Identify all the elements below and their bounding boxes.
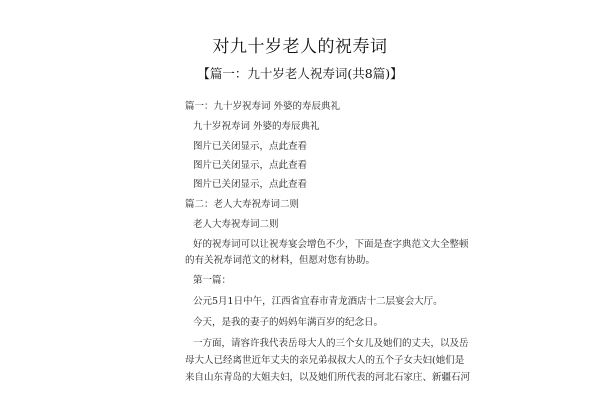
image-placeholder-link[interactable]: 图片已关闭显示，点此查看 [193, 160, 308, 171]
document-title: 对九十岁老人的祝寿词 [212, 37, 388, 57]
document-subtitle: 【篇一：九十岁老人祝寿词(共8篇)】 [197, 66, 403, 81]
paragraph-line: 第一篇： [193, 275, 232, 286]
paragraph-line: 的有关祝寿词范文的材料，但愿对您有协助。 [185, 255, 376, 266]
section-heading-1: 篇一：九十岁祝寿词 外婆的寿辰典礼 [185, 101, 341, 112]
paragraph-line: 老人大寿祝寿词二则 [193, 219, 279, 230]
paragraph-line: 来自山东青岛的大姐夫妇，以及她们所代表的河北石家庄、新疆石河 [185, 372, 471, 383]
image-placeholder-link[interactable]: 图片已关闭显示，点此查看 [193, 141, 308, 152]
paragraph-line: 母大人已经离世近年丈夫的亲兄弟叔叔大人的五个子女夫妇(她们是 [185, 355, 465, 366]
paragraph-line: 公元5月1日中午，江西省宜春市青龙酒店十二层宴会大厅。 [193, 296, 443, 307]
paragraph-line: 好的祝寿词可以让祝寿宴会增色不少，下面是查字典范文大全整顿 [193, 239, 469, 250]
section-heading-2: 篇二：老人大寿祝寿词二则 [185, 199, 300, 210]
paragraph-line: 一方面，请容许我代表岳母大人的三个女儿及她们的丈夫，以及岳 [193, 338, 469, 349]
image-placeholder-link[interactable]: 图片已关闭显示，点此查看 [193, 179, 308, 190]
paragraph-line: 九十岁祝寿词 外婆的寿辰典礼 [193, 121, 320, 132]
paragraph-line: 今天，是我的妻子的妈妈年满百岁的纪念日。 [193, 317, 384, 328]
